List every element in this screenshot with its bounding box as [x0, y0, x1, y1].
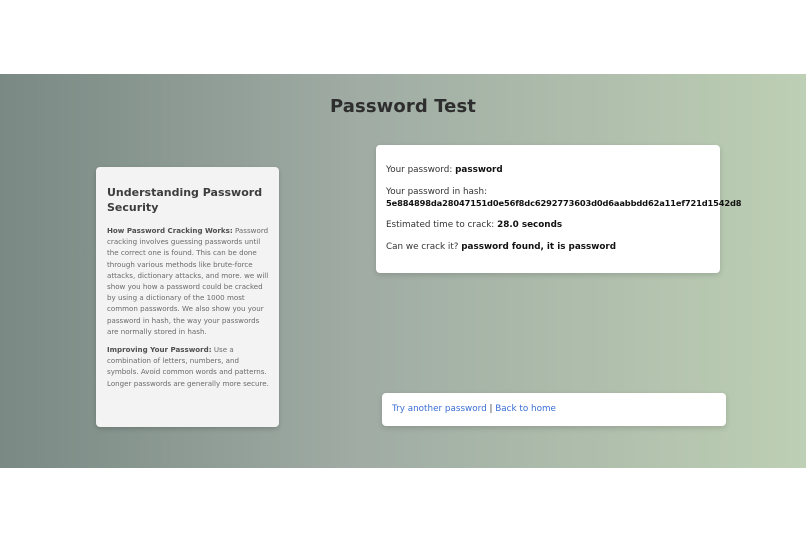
crack-line: [386, 242, 720, 253]
improving-text: Use a combination of letters, numbers, and symbols. Avoid common words and patterns. Longer passwords are generally more secure.: [107, 345, 269, 388]
password-value: password: [455, 165, 503, 175]
cracking-text: Password cracking involves guessing passwords until the correct one is found. This can be done through various methods like brute-force attacks, dictionary attacks, and more. we will show you how a password could be cracked by using a dictionary of the 1000 most common passwords. We also show you your password in hash, the way your passwords are normally stored in hash.: [107, 226, 269, 336]
try-another-password-link[interactable]: Try another password: [392, 404, 487, 414]
time-label: Estimated time to crack:: [386, 220, 498, 230]
password-label: Your password:: [386, 165, 456, 175]
improving-paragraph: [107, 344, 269, 389]
result-card: [376, 145, 742, 273]
link-separator: |: [486, 404, 496, 414]
cracking-paragraph: [107, 225, 269, 337]
hash-line: [386, 187, 742, 209]
info-card: [96, 167, 279, 427]
back-to-home-link[interactable]: Back to home: [495, 404, 556, 414]
crack-label: Can we crack it?: [386, 242, 462, 252]
links-card: [382, 393, 726, 426]
info-title: Understanding Password Security: [107, 186, 263, 214]
improving-label: Improving Your Password:: [107, 345, 212, 355]
hash-value: 5e884898da28047151d0e56f8dc6292773603d0d6aabbdd62a11ef721d1542d8: [386, 198, 742, 208]
crack-value: password found, it is password: [461, 242, 617, 252]
time-value: 28.0 seconds: [497, 220, 563, 230]
password-line: [386, 165, 720, 176]
time-line: [386, 220, 720, 231]
cracking-label: How Password Cracking Works:: [107, 226, 233, 235]
page-title: Password Test: [329, 96, 477, 117]
hash-label: Your password in hash:: [386, 187, 488, 197]
